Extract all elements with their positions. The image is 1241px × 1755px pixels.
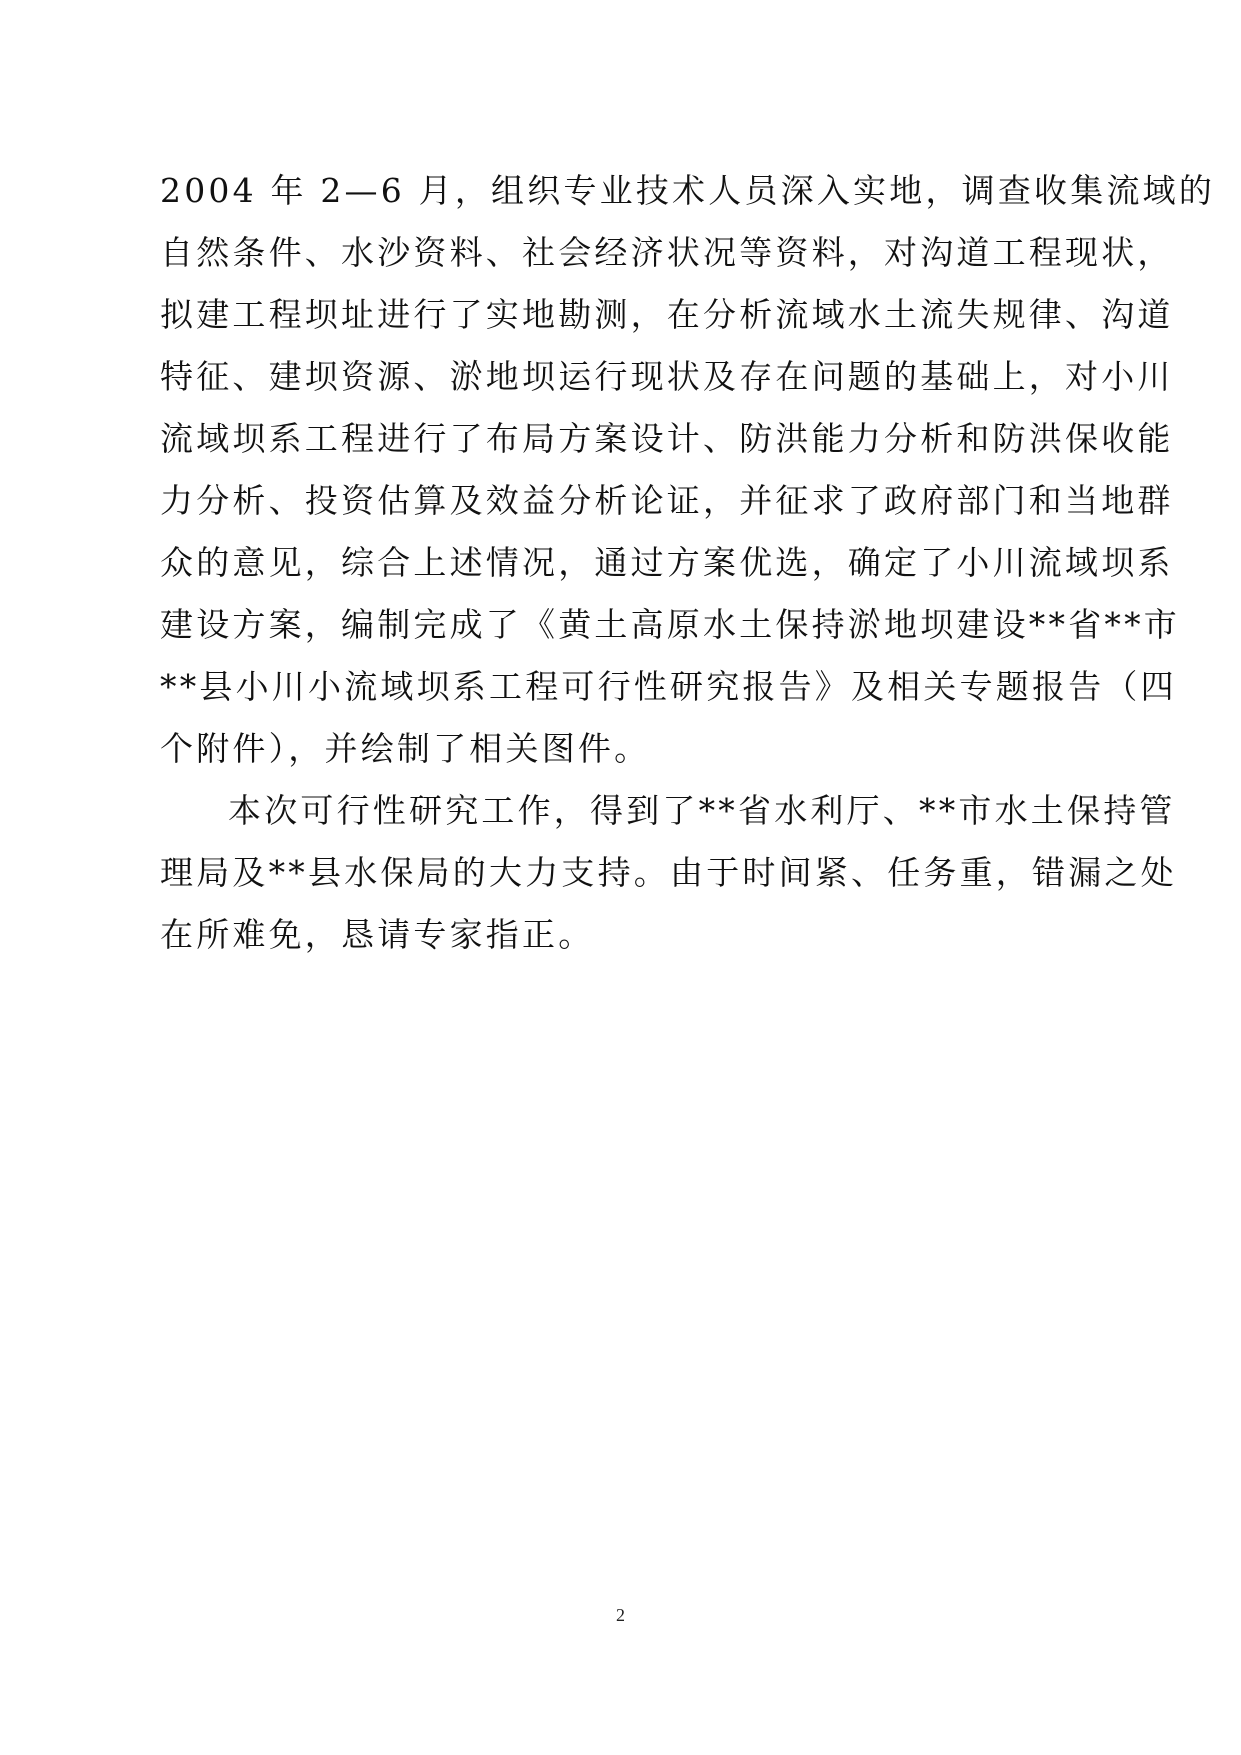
text-line: **县小川小流域坝系工程可行性研究报告》及相关专题报告（四 <box>160 667 1177 706</box>
text-line: 在所难免，恳请专家指正。 <box>160 915 595 954</box>
paragraph-1 <box>160 160 1216 780</box>
text-line: 力分析、投资估算及效益分析论证，并征求了政府部门和当地群 <box>160 481 1174 520</box>
paragraph-2 <box>160 780 1177 966</box>
text-line: 自然条件、水沙资料、社会经济状况等资料，对沟道工程现状， <box>160 233 1174 272</box>
body-text <box>160 160 1216 966</box>
text-line: 2004 年 2—6 月，组织专业技术人员深入实地，调查收集流域的 <box>160 171 1216 210</box>
text-line: 理局及**县水保局的大力支持。由于时间紧、任务重，错漏之处 <box>160 853 1177 892</box>
text-line: 个附件），并绘制了相关图件。 <box>160 729 651 768</box>
text-line: 特征、建坝资源、淤地坝运行现状及存在问题的基础上，对小川 <box>160 357 1174 396</box>
text-line: 众的意见，综合上述情况，通过方案优选，确定了小川流域坝系 <box>160 543 1174 582</box>
text-line: 流域坝系工程进行了布局方案设计、防洪能力分析和防洪保收能 <box>160 419 1174 458</box>
page-number: 2 <box>616 1605 625 1625</box>
text-line: 建设方案，编制完成了《黄土高原水土保持淤地坝建设**省**市 <box>160 605 1180 644</box>
text-line: 本次可行性研究工作，得到了**省水利厅、**市水土保持管 <box>228 791 1176 830</box>
text-line: 拟建工程坝址进行了实地勘测，在分析流域水土流失规律、沟道 <box>160 295 1174 334</box>
